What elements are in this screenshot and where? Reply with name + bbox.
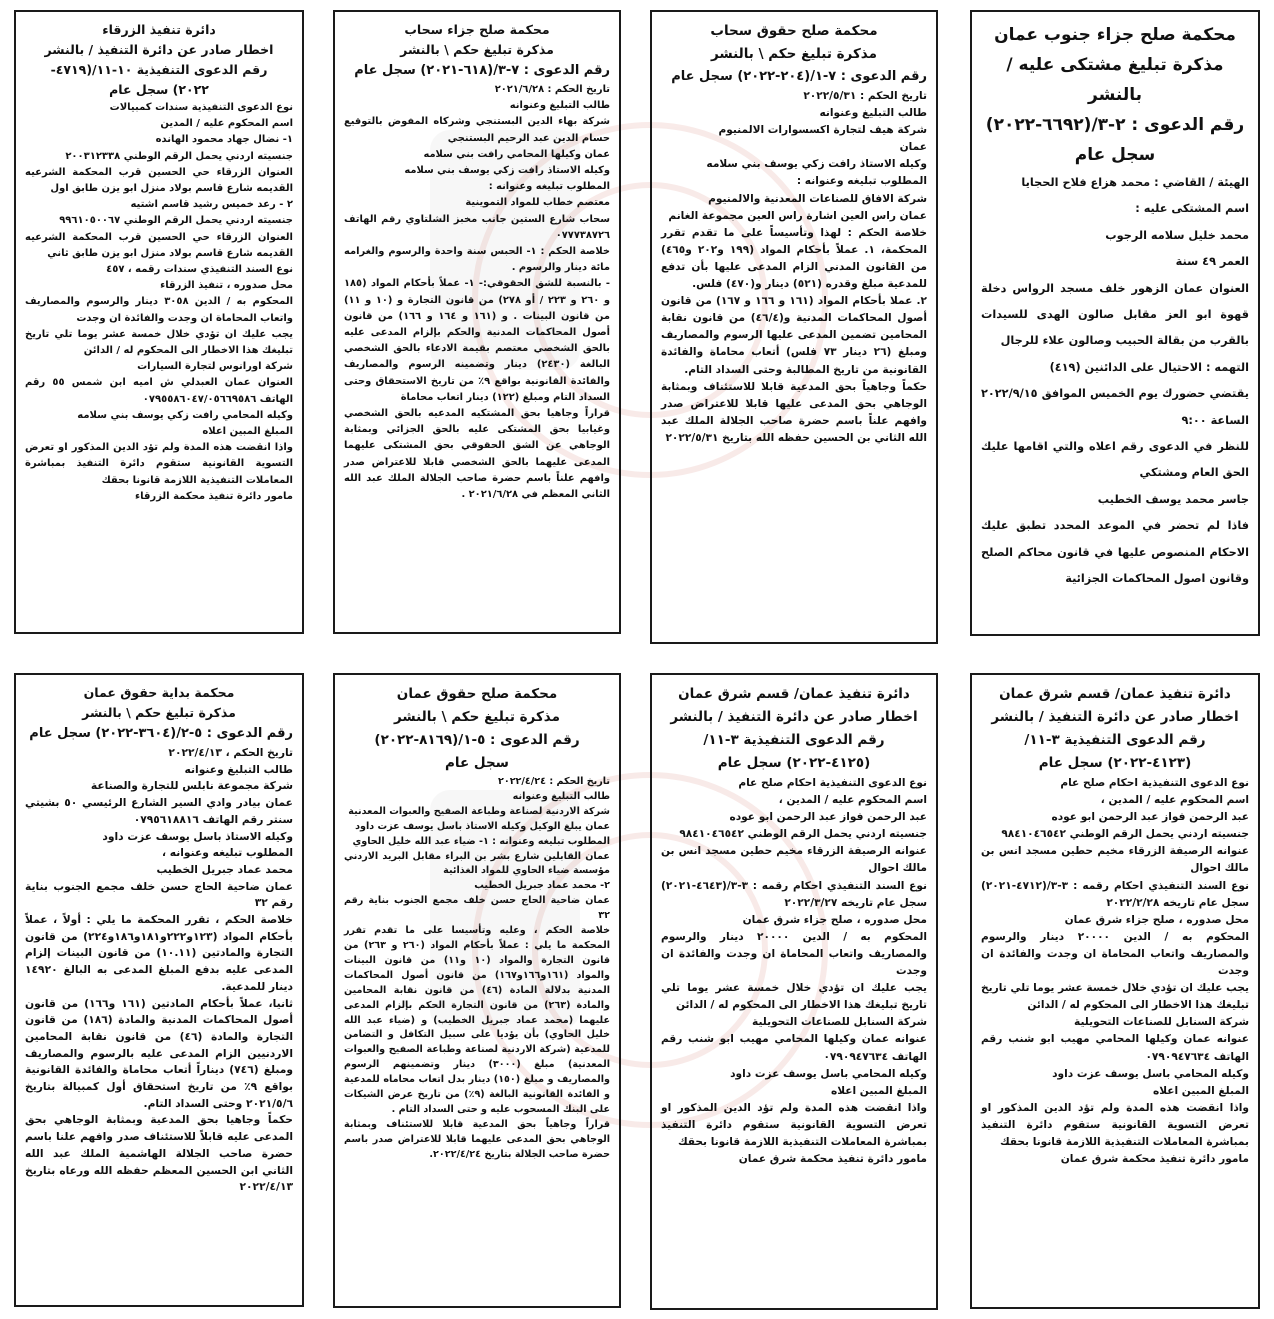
court-name: محكمة صلح جزاء جنوب عمان (994, 25, 1236, 45)
notice-body (981, 170, 1249, 593)
notice-body (661, 88, 927, 447)
body-line: جنسيته اردني يحمل الرقم الوطني ٢٠٠٣١٢٣٣٨ (65, 150, 293, 162)
body-line: العمر ٤٩ سنة (1175, 255, 1249, 269)
body-line: اسم المحكوم عليه / المدين ، (778, 794, 927, 807)
body-line: الهيئة / القاضي : محمد هزاع فلاح الحجايا (1021, 176, 1249, 189)
case-number: رقم الدعوى : ٧-١/(٢٠٤-٢٠٢٢) سجل عام (671, 69, 927, 84)
case-number: رقم الدعوى : ٢-٣/(٦٦٩٢-٢٠٢٢) (985, 115, 1245, 135)
body-line: واذا انقضت هذه المدة ولم تؤد الدين المذكور او تعرض التسوية القانونية ستقوم دائرة التنفيذ بمباشرة المعاملات التنفيذية اللازمة قانونا بحقك (661, 1101, 927, 1148)
body-line: يجب عليك ان تؤدي خلال خمسة عشر يوما تلي تاريخ تبليغك هذا الاخطار الى المحكوم له / الدائن (981, 982, 1249, 1012)
body-line: جاسر محمد يوسف الخطيب (1097, 492, 1249, 506)
case-number: رقم الدعوى التنفيذية ٣-١١/ (703, 732, 885, 748)
notice-east-amman-execution-4125 (650, 673, 938, 1310)
body-line: ثانيا، عملاً بأحكام المادتين (١٦١ و١٦٦) من قانون أصول المحاكمات المدنية والمادة (١٨٦) من قانون التجارة والمادة (٤٦) من قانون نقابة المحامين الاردنيين الزام المدعى عليه بالرسوم والمصاريف ومبلغ (٧٤٦) ديناراً أتعاب محاماة والفائدة القانونية بواقع ٩٪ من تاريخ استحقاق أول كمبيالة بتاريخ ٢٠٢١/٥/٦ وحتى السداد التام. (25, 996, 293, 1110)
court-name: دائرة تنفيذ عمان/ قسم شرق عمان (678, 686, 910, 702)
body-line: جنسيته اردني يحمل الرقم الوطني ٩٨٤١٠٤٦٥٤٢ (679, 828, 927, 841)
notice-body (344, 775, 610, 1163)
body-line: عمان القابلين شارع بشر بن البراء مقابل البريد الاردني مؤسسة ضياء الحاوي للمواد الغذائية (344, 850, 610, 877)
body-line: العنوان عمان الزهور خلف مسجد الرواس دخلة قهوة ابو العز مقابل صالون الهدى للسيدات بالقرب من بقالة الحبيب وصالون علاء للرجال (981, 281, 1249, 348)
body-line: خلاصة الحكم ، وعليه وتأسيسا على ما تقدم تقرر المحكمة ما يلي : عملاً بأحكام المواد (٢٦٠ و ٢٦٣) من قانون التجارة والمواد (١٠ و١١) من قانون البينات والمواد (١٦١و١٦٦و١٦٧) من قانون أصول المحاكمات المدنية بدلالة المادة (٤٦) من قانون نقابة المحامين والمادة (٢٦٣) من قانون التجارة الحكم بإلزام المدعى عليهما (محمد عماد جبريل الخطيب) و (ضياء عبد الله خليل الحاوي) بأن يؤديا على سبيل التكافل و التضامن للمدعية (شركة الاردنية لصناعة وطباعة الصفيح والعبوات المعدنية) مبلغ (٣٠٠٠) دينار وتضمينهم الرسوم والمصاريف و مبلغ (١٥٠) دينار بدل اتعاب محاماه للمدعية و الفائدة القانونية البالغة (٩٪) من تاريخ عرض الشيكات على البنك المسحوب عليه و حتى السداد التام . (344, 925, 611, 1115)
body-line: شركة اورانوس لتجارة السيارات (137, 361, 293, 373)
body-line: ٢- محمد عماد جبريل الخطيب (474, 880, 610, 892)
registry: سجل عام (1074, 145, 1156, 165)
body-line: محل صدوره ، صلح جزاء شرق عمان (1064, 913, 1249, 926)
body-line: العنوان عمان العبدلي ش اميه ابن شمس ٥٥ رقم الهاتف ٠٧٩٥٥٨٦٠٤٧/٠٥٦٦٩٥٨٦ (25, 377, 293, 405)
body-line: وكيله الاستاذ رافت زكي يوسف بني سلامه (404, 165, 610, 177)
body-line: المحكوم به / الدين ٣٠٥٨ دينار والرسوم والمصاريف واتعاب المحاماة ان وجدت والفائدة ان وجدت (25, 296, 293, 324)
court-name: محكمة صلح حقوق عمان (396, 686, 558, 702)
notice-body (25, 100, 293, 505)
body-line: العنوان الزرقاء حي الحسين قرب المحكمة الشرعيه القديمه شارع قاسم بولاد منزل ابو يزن طابق اول (25, 166, 293, 195)
body-line: المطلوب تبليغه وعنوانه : (796, 175, 927, 188)
body-line: العنوان الزرقاء حي الحسين قرب المحكمة الشرعيه القديمه شارع قاسم بولاد منزل ابو يزن طابق ثاني (25, 231, 293, 259)
body-line: عبد الرحمن فواز عبد الرحمن ابو عوده (729, 811, 927, 824)
body-line: المطلوب تبليغه وعنوانه : ١- ضياء عبد الله خليل الحاوي (352, 835, 610, 847)
notice-type: مذكرة تبليغ حكم \ بالنشر (394, 709, 560, 725)
notice-zarqa-execution (14, 10, 304, 634)
notice-sahab-criminal-court (333, 10, 621, 634)
notice-body (981, 775, 1249, 1168)
body-line: شركة الاردنية لصناعة وطباعة الصفيح والعبوات المعدنية (348, 805, 610, 817)
court-name: محكمة بداية حقوق عمان (83, 685, 235, 700)
notice-header (661, 20, 927, 66)
body-line: شركة الافاق للصناعات المعدنية والالمنيوم (708, 192, 927, 205)
body-line: اسم المحكوم عليه / المدين ، (1100, 794, 1249, 807)
body-line: معتصم خطاب للمواد التموينية (465, 197, 610, 209)
body-line: المبلغ المبين اعلاه (830, 1084, 927, 1097)
body-line: تاريخ الحكم ، ٢٠٢٢/٤/١٣ (168, 746, 293, 759)
body-line: التهمه : الاحتيال على الدائنين (٤١٩) (1049, 360, 1249, 374)
case-number: رقم الدعوى : ٥-١/(٨١٦٩-٢٠٢٢) (374, 732, 580, 748)
body-line: عنوانه الرصيفة الزرقاء مخيم حطين مسجد انس بن مالك احوال (661, 845, 927, 875)
body-line: عمان ضاحية الحاج حسن خلف مجمع الجنوب بناية رقم ٣٢ (344, 895, 610, 922)
body-line: تاريخ الحكم : ٢٠٢٢/٥/٣١ (803, 90, 927, 102)
registry: (٤١٢٣-٢٠٢٢) سجل عام (1038, 755, 1192, 771)
body-line: شركة السنابل للصناعات التحويلية (1074, 1016, 1249, 1029)
notice-header (25, 683, 293, 723)
notice-type: مذكرة تبليغ حكم \ بالنشر (82, 705, 236, 720)
body-line: المحكوم به / الدين ٢٠٠٠٠ دينار والرسوم والمصاريف واتعاب المحاماة ان وجدت والفائدة ان وجدت (661, 930, 927, 978)
notice-type: اخطار صادر عن دائرة التنفيذ / بالنشر (991, 709, 1239, 725)
notice-header (981, 20, 1249, 170)
case-number: رقم الدعوى : ٥-٢/(٣٦٠٤-٢٠٢٢) سجل عام (29, 726, 293, 741)
notice-sahab-civil-court (650, 10, 938, 644)
notice-body (344, 82, 610, 503)
body-line: نوع السند التنفيذي سندات رقمه ، ٤٥٧ (106, 264, 293, 276)
body-line: وكيله الاستاذ رافت زكي يوسف بني سلامه (706, 158, 927, 171)
notice-type: اخطار صادر عن دائرة التنفيذ / بالنشر (670, 709, 918, 725)
registry: ٢٠٢٢) سجل عام (109, 82, 209, 97)
notice-amman-first-instance-court (14, 673, 304, 1307)
body-line: طالب التبليغ وعنوانه (184, 762, 293, 776)
body-line: مامور دائرة تنفيذ محكمة شرق عمان (1060, 1153, 1249, 1166)
notice-header (344, 20, 610, 60)
court-name: دائرة تنفيذ عمان/ قسم شرق عمان (999, 686, 1231, 702)
body-line: تاريخ الحكم : ٢٠٢٢/٤/٢٤ (497, 776, 610, 787)
body-line: جنسيته اردني يحمل الرقم الوطني ٩٨٤١٠٤٦٥٤٢ (1001, 828, 1249, 841)
notice-type: مذكرة تبليغ مشتكى عليه / بالنشر (1006, 55, 1224, 105)
body-line: وكيله الاستاذ باسل يوسف عزت داود (102, 829, 293, 843)
body-line: محل صدوره ، تنفيذ الزرقاء (160, 280, 293, 292)
body-line: نوع السند التنفيذي احكام رقمه : ٣-٣/(٤٧١٢-٢٠٢١) سجل عام تاريخه ٢٠٢٢/٢/٢٨ (981, 879, 1249, 909)
body-line: شركة السنابل للصناعات التحويلية (752, 1016, 927, 1029)
body-line: - بالنسبة للشق الحقوقي:- ١- عملاً بأحكام المواد (١٨٥ و ٢٦٠ و ٢٢٣ / أو ٢٧٨) من قانون التجارة و (١٠ و ١١) من قانون البينات . و (١٦١ و ١٦٤ و ١٦٦) من قانون أصول المحاكمات المدنية والحكم بإلزام المدعى عليه بالحق الشخصي معتصم بقيمة الادعاء بالحق الشخصي البالغة (٢٤٣٠) دينار وتضمينه الرسوم والمصاريف والفائدة القانونية بواقع ٩٪ من تاريخ الاستحقاق وحتى السداد التام ومبلغ (١٢٢) دينار اتعاب محاماة (344, 278, 611, 403)
body-line: فاذا لم تحضر في الموعد المحدد تطبق عليك الاحكام المنصوص عليها في قانون محاكم الصلح وقانون اصول المحاكمات الجزائية (981, 519, 1249, 586)
body-line: المحكوم به / الدين ٢٠٠٠٠ دينار والرسوم والمصاريف واتعاب المحاماة ان وجدت والفائدة ان وجدت (981, 930, 1249, 978)
body-line: عمان وكيلها المحامي رافت بني سلامه (423, 148, 610, 160)
body-line: طالب التبليغ وعنوانه (512, 790, 610, 802)
body-line: اسم المشتكى عليه : (1135, 202, 1249, 216)
notice-header (344, 683, 610, 775)
body-line: شركة مجموعة نابلس للتجارة والصناعة (90, 779, 293, 793)
body-line: المبلغ المبين اعلاه (202, 426, 293, 438)
body-line: واذا انقضت هذه المدة ولم تؤد الدين المذكور او تعرض التسوية القانونية ستقوم دائرة التنفيذ بمباشرة المعاملات التنفيذية اللازمة قانونا بحقك (25, 442, 293, 486)
body-line: اسم المحكوم عليه / المدين (160, 118, 293, 130)
case-number: رقم الدعوى التنفيذية ١٠-١١/(٤٧١٩- (50, 62, 268, 77)
body-line: عمان بيادر وادي السير الشارع الرئيسي ٥٠ بشيتي سنتر رقم الهاتف ٠٧٩٥٦١٨٨١٦ (25, 796, 293, 826)
body-line: مامور دائرة تنفيذ محكمة شرق عمان (738, 1153, 927, 1166)
body-line: سحاب شارع الستين جانب مخبز الشلتاوي رقم الهاتف ٠٧٧٧٣٨٧٢٦ (344, 213, 610, 241)
body-line: شركة بهاء الدين البستنجي وشركاه المفوض بالتوقيع حسام الدين عبد الرحيم البستنجي (344, 116, 610, 144)
body-line: نوع السند التنفيذي احكام رقمه : ٣-٣/(٤٦٤٣-٢٠٢١) سجل عام تاريخه ٢٠٢٢/٣/٢٧ (661, 879, 927, 909)
court-name: محكمة صلح جزاء سحاب (404, 22, 550, 37)
body-line: تاريخ الحكم : ٢٠٢١/٦/٢٨ (494, 84, 610, 95)
body-line: عنوانه عمان وكيلها المحامي مهيب ابو شنب رقم الهاتف ٠٧٩٠٩٤٧٦٣٤ (981, 1033, 1249, 1063)
body-line: وكيله المحامي باسل يوسف عزت داود (1052, 1067, 1249, 1080)
body-line: واذا انقضت هذه المدة ولم تؤد الدين المذكور او تعرض التسوية القانونية ستقوم دائرة التنفيذ بمباشرة المعاملات التنفيذية اللازمة قانونا بحقك (981, 1101, 1249, 1148)
body-line: عمان (899, 141, 927, 154)
body-line: قراراً وجاهيا بحق المشتكيه المدعيه بالحق الشخصي وغيابيا بحق المشتكى عليه بالحق الجزائي وبمثابة الوجاهي عن الشق الحقوقي بحق المشتكى عليهما المدعى عليهما بالحق الشخصي قابلا للاعتراض صدر وافهم علناً باسم حضرة صاحب الجلالة الملك عبد الله الثاني المعظم في ٢٠٢١/٦/٢٨ . (344, 408, 610, 501)
body-line: عمان يبلغ الوكيل وكيله الاستاذ باسل يوسف عزت داود (355, 820, 610, 832)
body-line: ٢. عملا بأحكام المواد (١٦١ و ١٦٦ و ١٦٧) من قانون أصول المحاكمات المدنية و(٤٦/٤) من قانون نقابة المحامين تضمين المدعى عليها الرسوم والمصاريف ومبلغ (٢٦ دينار ٧٣ فلس) أتعاب محاماة والفائدة القانونية من تاريخ المطالبة وحتى السداد التام. (661, 295, 927, 376)
body-line: للنظر في الدعوى رقم اعلاه والتي اقامها عليك الحق العام ومشتكي (981, 440, 1249, 480)
body-line: وكيله المحامي باسل يوسف عزت داود (730, 1067, 927, 1080)
body-line: عبد الرحمن فواز عبد الرحمن ابو عوده (1051, 811, 1249, 824)
body-line: عمان راس العين اشارة راس العين مجموعة الغانم (668, 209, 927, 222)
notice-body (661, 775, 927, 1168)
case-number: رقم الدعوى التنفيذية ٣-١١/ (1024, 732, 1206, 748)
body-line: المطلوب تبليغه وعنوانه ، (161, 846, 293, 860)
body-line: شركة هيف لتجارة اكسسوارات الالمنيوم (718, 124, 927, 137)
notice-south-amman-criminal-court (970, 10, 1260, 636)
notice-amman-civil-court (333, 673, 621, 1308)
registry: سجل عام (445, 755, 509, 771)
body-line: خلاصة الحكم : ١- الحبس سنة واحدة والرسوم والغرامه مائة دينار والرسوم . (344, 246, 611, 274)
body-line: وكيله المحامي رافت زكي يوسف بني سلامه (77, 409, 293, 421)
body-line: خلاصة الحكم : لهذا وتأسيساً على ما تقدم تقرر المحكمة، ١. عملاً بأحكام المواد (١٩٩ و٢٠٢ و٤٦٥) من القانون المدني الزام المدعى عليها بأن تدفع للمدعية مبلغ وقدره (٥٢١) دينار و(٤٧٠) فلس. (661, 226, 927, 291)
body-line: محل صدوره ، صلح جزاء شرق عمان (742, 913, 927, 926)
notice-body (25, 745, 293, 1196)
body-line: ١- نضال جهاد محمود الهانده (155, 134, 293, 146)
body-line: قراراً وجاهياً بحق المدعية قابلا للاستئناف وبمثابة الوجاهي بحق المدعى عليهما قابلا للاعتراض صدر باسم حضرة صاحب الجلالة بتاريخ ٢٠٢٢/٤/٢٤. (344, 1118, 610, 1160)
case-number: رقم الدعوى : ٧-٣/(٦١٨-٢٠٢١) سجل عام (354, 63, 610, 78)
body-line: عنوانه عمان وكيلها المحامي مهيب ابو شنب رقم الهاتف ٠٧٩٠٩٤٧٦٣٤ (661, 1033, 927, 1063)
notice-type: اخطار صادر عن دائرة التنفيذ / بالنشر (44, 42, 274, 57)
notice-header (25, 20, 293, 100)
body-line: المبلغ المبين اعلاه (1152, 1084, 1249, 1097)
body-line: محمد خليل سلامه الرجوب (1105, 228, 1249, 242)
body-line: حكماً وجاهيا بحق المدعية وبمثابة الوجاهي بحق المدعى عليه قابلاً للاستئناف صدر وافهم علنا باسم حضرة صاحب الجلالة الهاشمية الملك عبد الله الثاني ابن الحسين المعظم حفظه الله ورعاه بتاريخ ٢٠٢٢/٤/١٣ (25, 1113, 293, 1194)
body-line: عنوانه الرصيفة الزرقاء مخيم حطين مسجد انس بن مالك احوال (981, 845, 1249, 875)
notice-header (661, 683, 927, 775)
notice-header (981, 683, 1249, 775)
notice-east-amman-execution-4123 (970, 673, 1260, 1309)
body-line: ٢ - رعد خميس رشيد قاسم اشتيه (130, 199, 293, 211)
body-line: يجب عليك ان تؤدي خلال خمسة عشر يوما تلي تاريخ تبليغك هذا الاخطار الى المحكوم له / الدائن (661, 982, 927, 1012)
body-line: يقتضي حضورك يوم الخميس الموافق ٢٠٢٢/٩/١٥ الساعة ٩:٠٠ (981, 387, 1249, 427)
registry: (٤١٢٥-٢٠٢٢) سجل عام (717, 755, 871, 771)
body-line: نوع الدعوى التنفيذية احكام صلح عام (1060, 777, 1249, 789)
body-line: يجب عليك ان تؤدي خلال خمسة عشر يوما تلي تاريخ تبليغك هذا الاخطار الى المحكوم له / الدائن (25, 328, 293, 357)
body-line: طالب التبليغ وعنوانه (819, 107, 927, 120)
body-line: مامور دائرة تنفيذ محكمة الزرقاء (135, 490, 293, 502)
body-line: نوع الدعوى التنفيذية احكام صلح عام (738, 777, 927, 789)
notice-type: مذكرة تبليغ حكم \ بالنشر (711, 46, 877, 62)
body-line: المطلوب تبليغه وعنوانه : (488, 181, 610, 193)
court-name: دائرة تنفيذ الزرقاء (102, 22, 216, 37)
court-name: محكمة صلح حقوق سحاب (710, 23, 878, 39)
body-line: محمد عماد جبريل الخطيب (156, 862, 293, 876)
body-line: طالب التبليغ وعنوانه (509, 100, 610, 112)
body-line: خلاصة الحكم ، تقرر المحكمة ما يلي : أولاً ، عملاً بأحكام المواد (١٢٣و٢٢٢و١٨١و١٨٦و٢٢٤) من قانون التجارة والمادتين (١٠.١١) من قانون البينات إلزام المدعى عليه بدفع المبلغ المدعى به البالغ ١٤٩٢٠ دينار للمدعية. (25, 913, 293, 993)
body-line: نوع الدعوى التنفيذية سندات كمبيالات (109, 102, 293, 113)
body-line: جنسيته اردني يحمل الرقم الوطني ٩٩٦١٠٥٠٠٦٧ (59, 215, 293, 227)
notice-type: مذكرة تبليغ حكم \ بالنشر (400, 42, 554, 57)
body-line: عمان ضاحية الحاج حسن خلف مجمع الجنوب بناية رقم ٣٢ (25, 879, 293, 910)
body-line: حكماً وجاهياً بحق المدعية قابلا للاستئناف وبمثابة الوجاهي بحق المدعى عليها قابلا للاعتراض صدر وافهم علناً باسم حضرة صاحب الجلالة الملك عبد الله الثاني بن الحسين حفظه الله بتاريخ ٢٠٢٢/٥/٣١ (661, 380, 927, 444)
